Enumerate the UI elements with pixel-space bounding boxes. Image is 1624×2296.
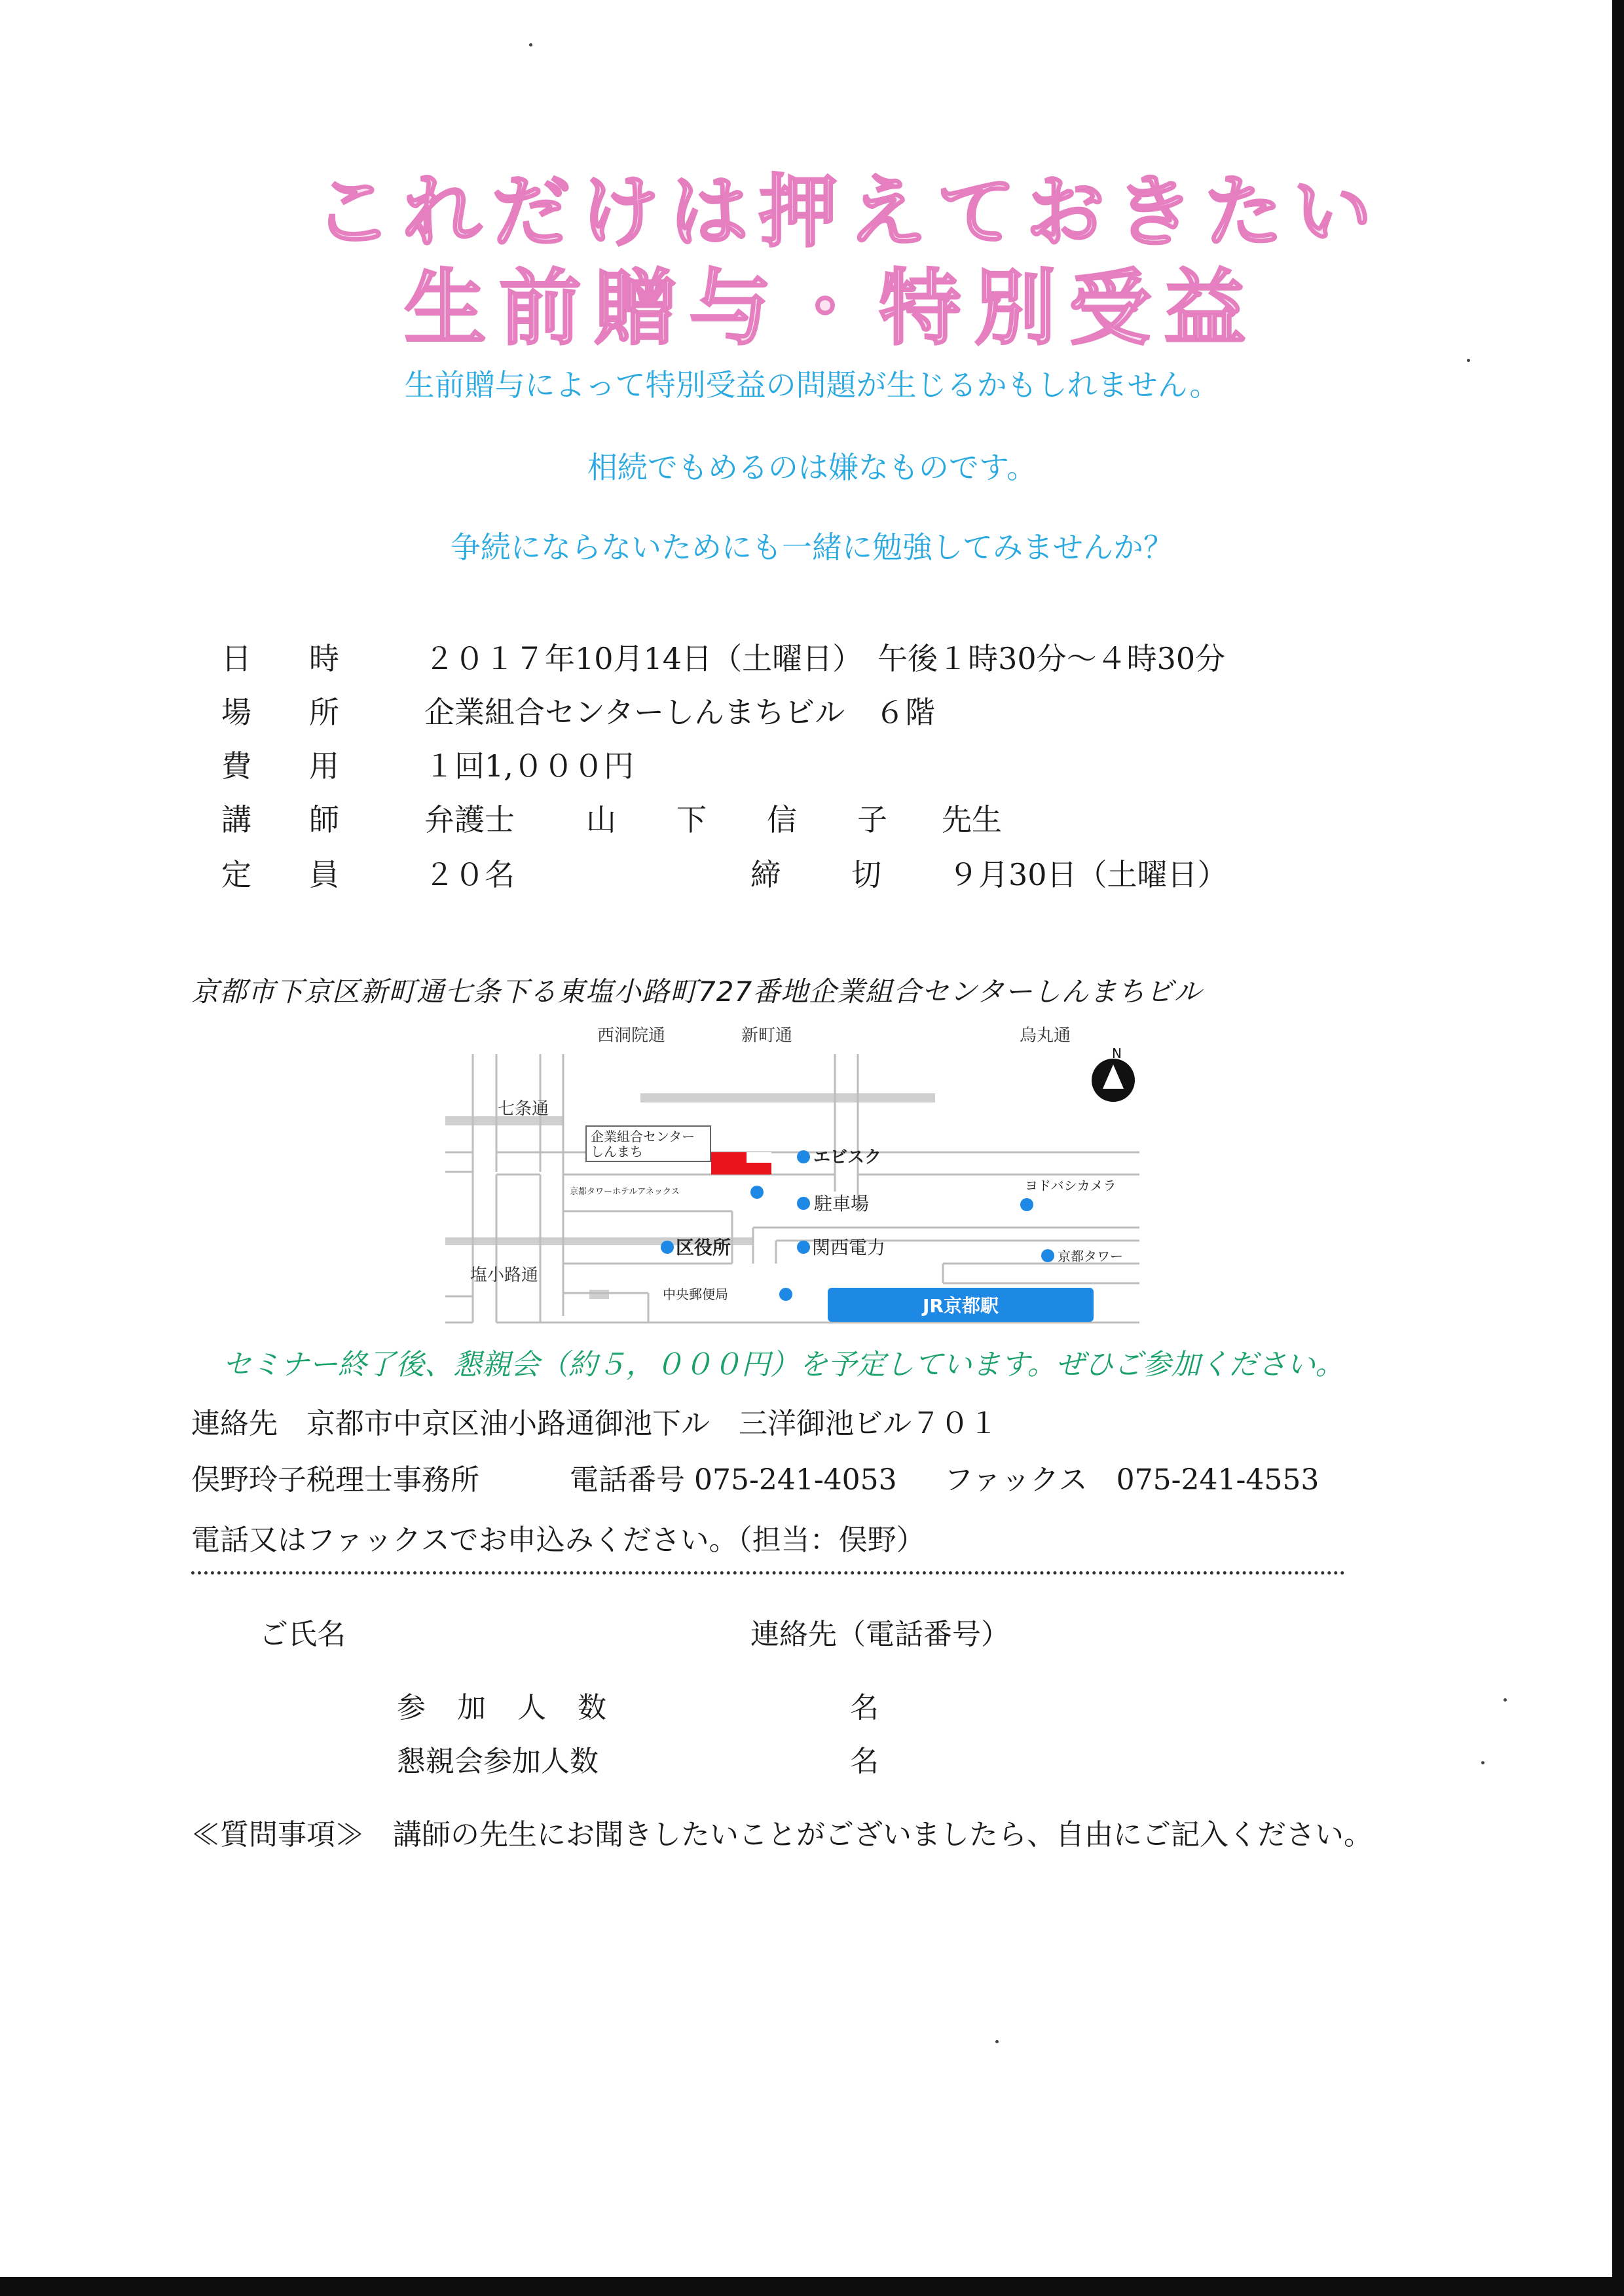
label-char: 員 [309, 857, 339, 892]
detail-value: 企業組合センターしんまちビル ６階 [424, 695, 936, 730]
label-char: 加 [457, 1691, 486, 1724]
poi-dot-icon [1041, 1249, 1054, 1262]
title-line-1: これだけは押えておきたい [314, 167, 1382, 258]
poi-label: エビスク [813, 1148, 882, 1167]
poi-dot-icon [779, 1288, 792, 1301]
detail-label [221, 635, 339, 678]
venue-marker-notch [747, 1152, 771, 1163]
detail-row-place [0, 689, 1624, 728]
detail-label [221, 742, 339, 786]
scan-speck [995, 2040, 999, 2043]
street-nishinotoin: 西洞院通 [597, 1026, 666, 1046]
deadline-value: ９月30日（土曜日） [948, 857, 1228, 892]
participants-label [397, 1684, 606, 1726]
party-label: 懇親会参加人数 [397, 1745, 599, 1778]
poi-label: ヨドバシカメラ [1025, 1178, 1116, 1194]
party-unit: 名 [850, 1745, 879, 1778]
label-char: 所 [309, 695, 339, 730]
venue-label-line-2: しんまち [591, 1144, 643, 1159]
form-participants-row [397, 1684, 606, 1726]
lecturer-title: 弁護士 [424, 802, 515, 837]
label-char: 講 [221, 802, 251, 837]
station-jr-kyoto [828, 1288, 1094, 1322]
label-char: 切 [851, 857, 881, 892]
detail-value: ２０１７年10月14日（土曜日） 午後１時30分～４時30分 [424, 641, 1226, 676]
intro-line-1: 生前贈与によって特別受益の問題が生じるかもしれません。 [404, 367, 1220, 403]
poi-dot-icon [797, 1150, 810, 1163]
poi-yodobashi [1020, 1178, 1116, 1211]
poi-parking [797, 1193, 869, 1214]
poi-dot-icon [661, 1241, 674, 1254]
poi-dot-icon [750, 1186, 764, 1199]
party-note: セミナー終了後、懇親会（約５，０００円）を予定しています。ぜひご参加ください。 [223, 1348, 1344, 1381]
poi-dot-icon [797, 1197, 810, 1210]
scan-border-bottom [0, 2277, 1624, 2296]
phone-number: 電話番号 075-241-4053 [570, 1463, 897, 1497]
apply-instructions: 電話又はファックスでお申込みください。（担当：俣野） [191, 1523, 925, 1557]
poi-tower-hotel [570, 1186, 764, 1199]
intro-line-2: 相続でもめるのは嫌なものです。 [587, 450, 1037, 485]
participants-unit: 名 [850, 1691, 879, 1724]
poi-label: 関西電力 [812, 1237, 886, 1258]
scan-speck [1481, 1761, 1485, 1764]
detail-value: １回1,０００円 [424, 748, 634, 784]
poi-label: 京都タワーホテルアネックス [570, 1187, 680, 1197]
label-char: 日 [221, 641, 251, 676]
label-char: 数 [578, 1691, 606, 1724]
detail-label [221, 851, 339, 894]
poi-post-office [663, 1286, 792, 1302]
detail-row-lecturer [0, 796, 1624, 835]
scan-speck [529, 43, 532, 46]
north-label: N [1112, 1046, 1122, 1061]
label-char: 場 [221, 695, 251, 730]
fax-number: ファックス 075-241-4553 [944, 1463, 1320, 1497]
label-char: 人 [517, 1691, 546, 1724]
detail-row-capacity [0, 851, 1624, 890]
deadline-label [750, 851, 881, 894]
form-contact-label: 連絡先（電話番号） [750, 1618, 1010, 1651]
venue-address: 京都市下京区新町通七条下る東塩小路町727番地企業組合センターしんまちビル [191, 975, 1202, 1008]
questions-prompt: ≪質問事項≫ 講師の先生にお聞きしたいことがございましたら、自由にご記入ください。 [191, 1818, 1373, 1851]
street-shinmachi: 新町通 [741, 1026, 793, 1046]
street-karasuma: 烏丸通 [1020, 1026, 1071, 1046]
label-char: 定 [221, 857, 251, 892]
poi-label: 区役所 [676, 1237, 731, 1258]
north-arrow-icon [1092, 1046, 1135, 1102]
label-char: 用 [309, 748, 339, 784]
label-char: 締 [750, 857, 781, 892]
form-party-row [397, 1738, 599, 1779]
cut-line-divider [191, 1571, 1345, 1575]
poi-ebisuku [797, 1148, 881, 1167]
lecturer-honorific: 先生 [942, 802, 1002, 837]
title-line-2: 生前贈与・特別受益 [404, 261, 1259, 356]
poi-dot-icon [797, 1241, 810, 1254]
detail-label [221, 796, 339, 839]
label-char: 時 [309, 641, 339, 676]
street-shiokoji: 塩小路通 [470, 1266, 539, 1285]
street-shichijo: 七条通 [498, 1099, 549, 1119]
intro-line-3: 争続にならないためにも一緒に勉強してみませんか？ [451, 530, 1173, 565]
contact-address: 連絡先 京都市中京区油小路通御池下ル 三洋御池ビル７０１ [191, 1407, 998, 1440]
scan-speck [1504, 1698, 1507, 1702]
detail-row-fee [0, 742, 1624, 782]
lecturer-name: 山 下 信 子 [586, 802, 887, 837]
poi-label: 京都タワー [1058, 1248, 1123, 1264]
detail-label [221, 689, 339, 732]
detail-value: ２０名 [424, 857, 515, 892]
label-char: 師 [309, 802, 339, 837]
office-name: 俣野玲子税理士事務所 [191, 1463, 479, 1497]
access-map [445, 1015, 1153, 1329]
poi-kyoto-tower [1041, 1248, 1123, 1264]
poi-dot-icon [1020, 1198, 1033, 1211]
poi-label: 中央郵便局 [663, 1286, 728, 1302]
form-name-label: ご氏名 [259, 1618, 346, 1651]
detail-row-datetime [0, 635, 1624, 674]
venue-label-line-1: 企業組合センター [591, 1129, 695, 1144]
label-char: 費 [221, 748, 251, 784]
station-label: JR京都駅 [923, 1295, 999, 1317]
poi-label: 駐車場 [814, 1193, 870, 1214]
label-char: 参 [397, 1691, 426, 1724]
